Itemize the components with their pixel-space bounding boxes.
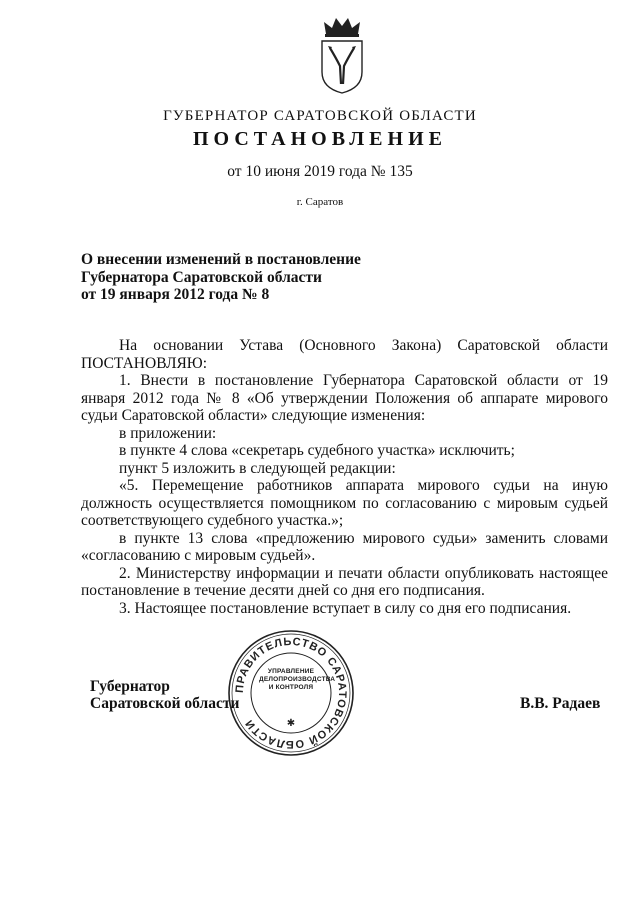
paragraph-item-13: в пункте 13 слова «предложению мирового судьи» заменить словами «согласованию с мировым судьей».	[81, 529, 608, 564]
paragraph-annex: в приложении:	[119, 424, 217, 442]
paragraph-2: 2. Министерству информации и печати области опубликовать настоящее постановление в течение десяти дней со дня его подписания.	[81, 564, 608, 599]
resolves-word: ПОСТАНОВЛЯЮ:	[81, 354, 208, 372]
title-line: О внесении изменений в постановление	[81, 251, 361, 268]
paragraph-item-4: в пункте 4 слова «секретарь судебного участка» исключить;	[119, 442, 515, 459]
stamp-star-icon: ✱	[286, 718, 296, 729]
paragraph-item-5-text: «5. Перемещение работников аппарата мирового судьи на иную должность осуществляется помощником по согласованию с мировым судьей соответствующего судебного участка.»;	[81, 477, 608, 529]
stamp-center-line: И КОНТРОЛЯ	[268, 684, 314, 691]
document-city: г. Саратов	[296, 196, 344, 208]
document-date-number: от 10 июня 2019 года № 135	[227, 163, 413, 180]
paragraph-3: 3. Настоящее постановление вступает в силу со дня его подписания.	[119, 599, 572, 617]
coat-of-arms-icon	[314, 14, 370, 96]
stamp-ring-text: ПРАВИТЕЛЬСТВО САРАТОВСКОЙ ОБЛАСТИ	[233, 635, 349, 751]
stamp-center-text	[259, 668, 336, 692]
stamp-center-line: УПРАВЛЕНИЕ	[267, 668, 315, 675]
document-body	[81, 337, 608, 617]
title-line: Губернатора Саратовской области	[81, 268, 322, 286]
document-title	[81, 251, 521, 304]
official-stamp-seal	[226, 628, 356, 758]
signer-position-line: Саратовской области	[90, 695, 240, 712]
issuing-authority: ГУБЕРНАТОР САРАТОВСКОЙ ОБЛАСТИ	[163, 108, 477, 124]
preamble-line: На основании Устава (Основного Закона) Саратовской области	[119, 337, 608, 354]
signer-position-line: Губернатор	[90, 678, 170, 695]
document-type: ПОСТАНОВЛЕНИЕ	[193, 128, 447, 150]
stamp-center-line: ДЕЛОПРОИЗВОДСТВА	[259, 676, 336, 683]
paragraph-item-5: пункт 5 изложить в следующей редакции:	[119, 459, 396, 477]
title-line: от 19 января 2012 года № 8	[81, 286, 270, 303]
paragraph-1: 1. Внести в постановление Губернатора Саратовской области от 19 января 2012 года № 8 «Об утверждении Положения об аппарате мирового судьи Саратовской области» следующие изменения:	[81, 372, 608, 424]
signer-name: В.В. Радаев	[520, 695, 601, 712]
